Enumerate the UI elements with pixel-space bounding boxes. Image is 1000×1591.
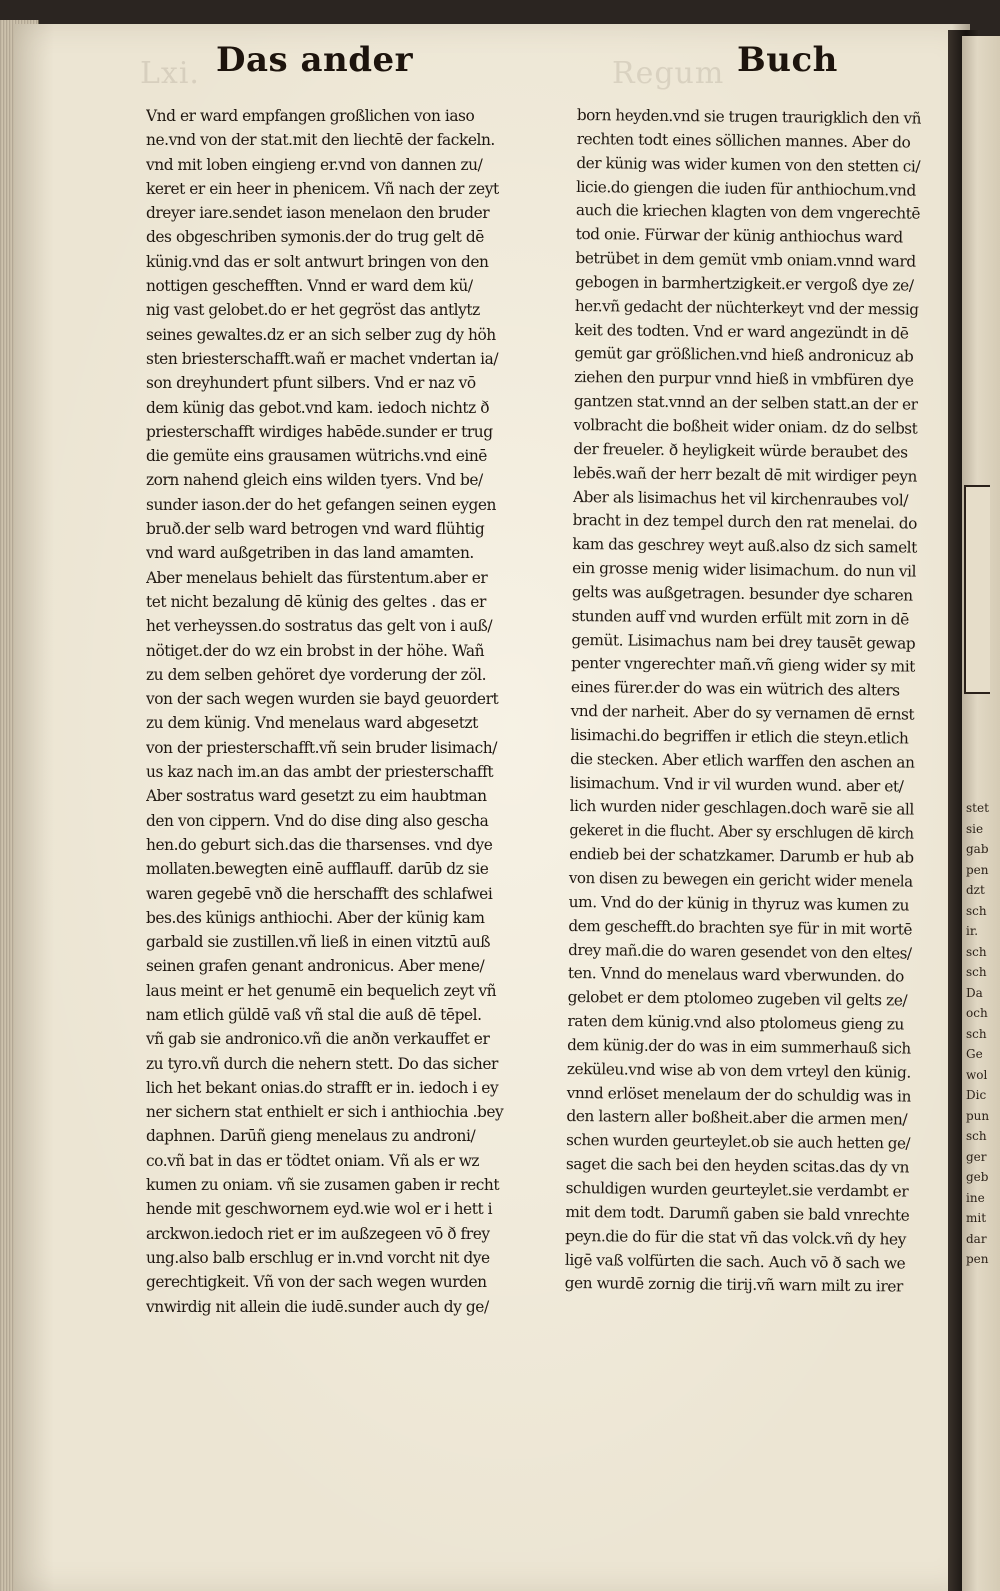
next-page-fragment: sch (966, 944, 987, 959)
text-line: der freueler. ð heyligkeit würde beraubet des (573, 439, 908, 462)
next-page-fragment: sch (966, 965, 987, 979)
text-line: bes.des künigs anthiochi. Aber der künig kam (146, 908, 485, 927)
next-page-fragment: pen (966, 1252, 989, 1266)
text-line: vnwirdig nit allein die iudē.sunder auch dy ge/ (146, 1297, 489, 1316)
text-line: dreyer iare.sendet iason menelaon den bruder (146, 204, 490, 223)
text-line: gerechtigkeit. Vñ von der sach wegen wurden (146, 1273, 487, 1292)
text-line: saget die sach bei den heyden scitas.das dy vn (565, 1155, 910, 1177)
text-line: künig.vnd das er solt antwurt bringen von den (146, 252, 489, 271)
text-line: die stecken. Aber etlich warffen den aschen an (570, 749, 915, 772)
text-line: daphnen. Darūñ gieng menelaus zu androni/ (146, 1127, 476, 1146)
text-line: den lastern aller boßheit.aber die armen men/ (566, 1107, 908, 1129)
text-line: von disen zu bewegen ein gericht wider menela (568, 868, 913, 891)
text-line: arckwon.iedoch riet er im außzegeen vō ð frey (146, 1224, 490, 1243)
next-page-fragment: sch (966, 1129, 987, 1143)
text-line: keret er ein heer in phenicem. Vñ nach der zeyt (146, 179, 499, 198)
text-line: des obgeschriben symonis.der do trug gelt dē (146, 228, 484, 247)
text-line: lich het bekant onias.do strafft er in. iedoch i ey (146, 1078, 499, 1097)
text-line: Vnd er ward empfangen großlichen von iaso (146, 107, 475, 125)
text-column-left (146, 104, 512, 1319)
next-page-fragment: pun (966, 1108, 990, 1123)
next-page-fragment: stet (966, 801, 989, 815)
next-page-fragment: mit (966, 1211, 987, 1225)
text-line: lisimachum. Vnd ir vil wurden wund. aber et/ (569, 773, 904, 796)
next-page-fragment: Dic (966, 1088, 987, 1102)
text-line: eines fürer.der do was ein wütrich des alters (570, 678, 900, 700)
running-head-left: Das ander (216, 40, 414, 80)
text-line: nottigen geschefften. Vnnd er ward dem kü/ (146, 277, 473, 296)
text-line: mit dem todt. Darumñ gaben sie bald vnrechte (565, 1202, 910, 1225)
next-page-fragment: sie (966, 821, 984, 836)
text-line: volbracht die boßheit wider oniam. dz do selbst (573, 415, 918, 438)
next-page-fragment: dar (966, 1231, 987, 1246)
text-line: Aber als lisimachus het vil kirchenraubes vol/ (572, 487, 909, 509)
text-line: ner sichern stat enthielt er sich i anthiochia .bey (146, 1103, 504, 1122)
text-line: bruð.der selb ward betrogen vnd ward flühtig (146, 520, 485, 539)
text-line: zorn nahend gleich eins wilden tyers. Vnd be/ (146, 471, 483, 490)
text-line: het verheyssen.do sostratus das gelt von i auß/ (146, 617, 493, 636)
text-line: her.vñ gedacht der nüchterkeyt vnd der messig (574, 296, 919, 319)
text-line: dem geschefft.do brachten sye für in mit wortē (568, 916, 913, 939)
next-page-fragment: dzt (966, 883, 985, 897)
text-line: seines gewaltes.dz er an sich selber zug dy höh (146, 325, 496, 344)
text-line: von der sach wegen wurden sie bayd geuordert (146, 690, 499, 709)
text-line: kumen zu oniam. vñ sie zusamen gaben ir recht (146, 1176, 500, 1195)
next-page-edge (962, 36, 1000, 1591)
text-line: zu dem künig. Vnd menelaus ward abgesetzt (146, 714, 478, 733)
text-line: ne.vnd von der stat.mit den liechtē der fackeln. (146, 131, 495, 150)
text-line: rechten todt eines söllichen mannes. Aber do (576, 129, 911, 152)
next-page-fragment: geb (966, 1170, 989, 1184)
text-line: ten. Vnnd do menelaus ward vberwunden. do (567, 964, 904, 986)
text-line: ung.also balb erschlug er in.vnd vorcht nit dye (146, 1248, 490, 1267)
text-column-right (565, 104, 921, 1300)
bleed-through-left: Lxi. (140, 56, 200, 91)
text-line: nötiget.der do wz ein brobst in der höhe. Wañ (146, 641, 485, 660)
text-line: bracht in dez tempel durch den rat menelai. do (572, 511, 917, 533)
text-line: die gemüte eins grausamen wütrichs.vnd einē (146, 447, 487, 466)
text-line: gebogen in barmhertzigkeit.er vergoß dye ze/ (575, 272, 914, 295)
text-line: zu dem selben gehöret dye vorderung der zöl. (146, 665, 487, 684)
text-line: vnd mit loben eingieng er.vnd von dannen zu/ (146, 155, 483, 174)
next-page-fragment: wol (966, 1067, 988, 1082)
text-line: tod onie. Fürwar der künig anthiochus ward (575, 225, 903, 247)
next-page-fragment: ger (966, 1149, 987, 1164)
text-line: penter vngerechter mañ.vñ gieng wider sy mit (571, 654, 916, 676)
text-line: lich wurden nider geschlagen.doch warē sie all (569, 797, 914, 820)
text-line: waren gegebē vnð die herschafft des schlafwei (146, 884, 493, 903)
text-line: vnd ward außgetriben in das land amamten. (146, 544, 474, 563)
text-line: licie.do giengen die iuden für anthiochum.vnd (576, 177, 916, 200)
text-line: born heyden.vnd sie trugen traurigklich den vñ (576, 105, 922, 128)
text-line: gemüt. Lisimachus nam bei drey tausēt gewap (571, 630, 916, 653)
text-line: schuldigen wurden geurteylet.sie verdambt er (565, 1178, 909, 1201)
text-line: vnnd erlöset menelaum der do schuldig was in (566, 1083, 911, 1106)
next-page-fragment: Ge (966, 1047, 983, 1061)
text-line: lebēs.wañ der herr bezalt dē mit wirdiger peyn (573, 463, 917, 486)
text-line: Aber sostratus ward gesetzt zu eim haubtman (146, 787, 487, 806)
text-line: drey mañ.die do waren gesendet von den eltes/ (568, 940, 912, 963)
next-page-fragment: gab (966, 842, 989, 856)
text-line: sunder iason.der do het gefangen seinen eygen (146, 495, 497, 514)
text-line: stunden auff vnd wurden erfült mit zorn in dē (571, 606, 909, 629)
page-tab-marker (964, 485, 990, 694)
text-line: hende mit geschwornem eyd.wie wol er i hett i (146, 1200, 493, 1219)
text-line: gemüt gar größlichen.vnd hieß andronicuz ab (574, 344, 914, 366)
text-line: keit des todten. Vnd er ward angezündt in dē (574, 320, 909, 343)
text-line: vnd der narheit. Aber do sy vernamen dē ernst (570, 702, 915, 724)
text-line: der künig was wider kumen von den stetten ci/ (576, 153, 921, 176)
text-line: nig vast gelobet.do er het gegröst das antlytz (146, 301, 480, 320)
next-page-fragment: sch (966, 903, 987, 918)
text-line: nam etlich güldē vaß vñ stal die auß dē tēpel. (146, 1005, 482, 1024)
running-head-right: Buch (737, 40, 838, 80)
text-line: gen wurdē zornig die tirij.vñ warn milt zu irer (564, 1274, 903, 1296)
next-page-text-fragments (962, 798, 989, 1270)
text-line: gelobet er dem ptolomeo zugeben vil gelts ze/ (567, 988, 908, 1010)
text-line: kam das geschrey weyt auß.also dz sich samelt (572, 535, 917, 557)
text-line: co.vñ bat in das er tödtet oniam. Vñ als er wz (146, 1151, 480, 1170)
text-line: schen wurden geurteylet.ob sie auch hetten ge/ (566, 1131, 911, 1153)
text-line: son dreyhundert pfunt silbers. Vnd er naz vō (146, 374, 476, 393)
text-line: seinen grafen genant andronicus. Aber mene/ (146, 957, 485, 976)
text-line: endieb bei der schatzkamer. Darumb er hub ab (569, 845, 914, 867)
text-line: zu tyro.vñ durch die nehern stett. Do das sicher (146, 1054, 498, 1073)
next-page-fragment: och (966, 1006, 988, 1020)
text-line: sten briesterschafft.wañ er machet vndertan ia/ (146, 349, 499, 368)
text-line: betrübet in dem gemüt vmb oniam.vnnd ward (575, 249, 916, 271)
text-line: laus meint er het genumē ein bequelich zeyt vñ (146, 981, 497, 1000)
text-line: ziehen den purpur vnnd hieß in vmbfüren dye (574, 368, 914, 390)
text-line: von der priesterschafft.vñ sein bruder lisimach/ (146, 738, 497, 757)
bleed-through-right: Regum (612, 56, 725, 91)
next-page-fragment: Da (966, 985, 983, 1000)
text-line: gelts was außgetragen. besunder dye scharen (571, 582, 913, 605)
text-line: ein grosse menig wider lisimachum. do nun vil (572, 559, 917, 581)
text-line: raten dem künig.vnd also ptolomeus gieng zu (567, 1012, 904, 1034)
text-line: vñ gab sie andronico.vñ die anðn verkauffet er (146, 1030, 490, 1049)
text-line: mollaten.bewegten einē aufflauff. darūb dz sie (146, 860, 489, 879)
text-line: Aber menelaus behielt das fürstentum.aber er (146, 568, 488, 587)
text-line: auch die kriechen klagten von dem vngerechtē (575, 201, 921, 223)
text-line: zeküleu.vnd wise ab von dem vrteyl den künig. (566, 1059, 911, 1082)
text-line: garbald sie zustillen.vñ ließ in einen vitztū auß (146, 933, 491, 952)
text-line: priesterschafft wirdiges habēde.sunder er trug (146, 422, 493, 441)
next-page-fragment: pen (966, 862, 989, 877)
text-line: ligē vaß volfürten die sach. Auch vō ð sach we (564, 1250, 906, 1273)
text-line: den von cippern. Vnd do dise ding also gescha (146, 811, 489, 830)
text-line: gantzen stat.vnnd an der selben statt.an der er (573, 392, 918, 414)
text-line: um. Vnd do der künig in thyruz was kumen zu (568, 892, 910, 915)
text-line: hen.do geburt sich.das die tharsenses. vnd dye (146, 835, 493, 854)
text-line: dem künig das gebot.vnd kam. iedoch nichtz ð (146, 398, 490, 417)
text-line: tet nicht bezalung dē künig des geltes . das er (146, 592, 486, 611)
text-line: peyn.die do für die stat vñ das volck.vñ dy hey (565, 1226, 906, 1249)
next-page-fragment: ine (966, 1190, 985, 1205)
text-line: lisimachi.do begriffen ir etlich die steyn.etlich (570, 725, 909, 748)
text-line: dem künig.der do was in eim summerhauß sich (567, 1035, 911, 1058)
next-page-fragment: ir. (966, 924, 979, 938)
text-line: us kaz nach im.an das ambt der priesterschafft (146, 763, 494, 782)
text-line: gekeret in die flucht. Aber sy erschlugen dē kirch (569, 821, 914, 843)
next-page-fragment: sch (966, 1026, 987, 1041)
